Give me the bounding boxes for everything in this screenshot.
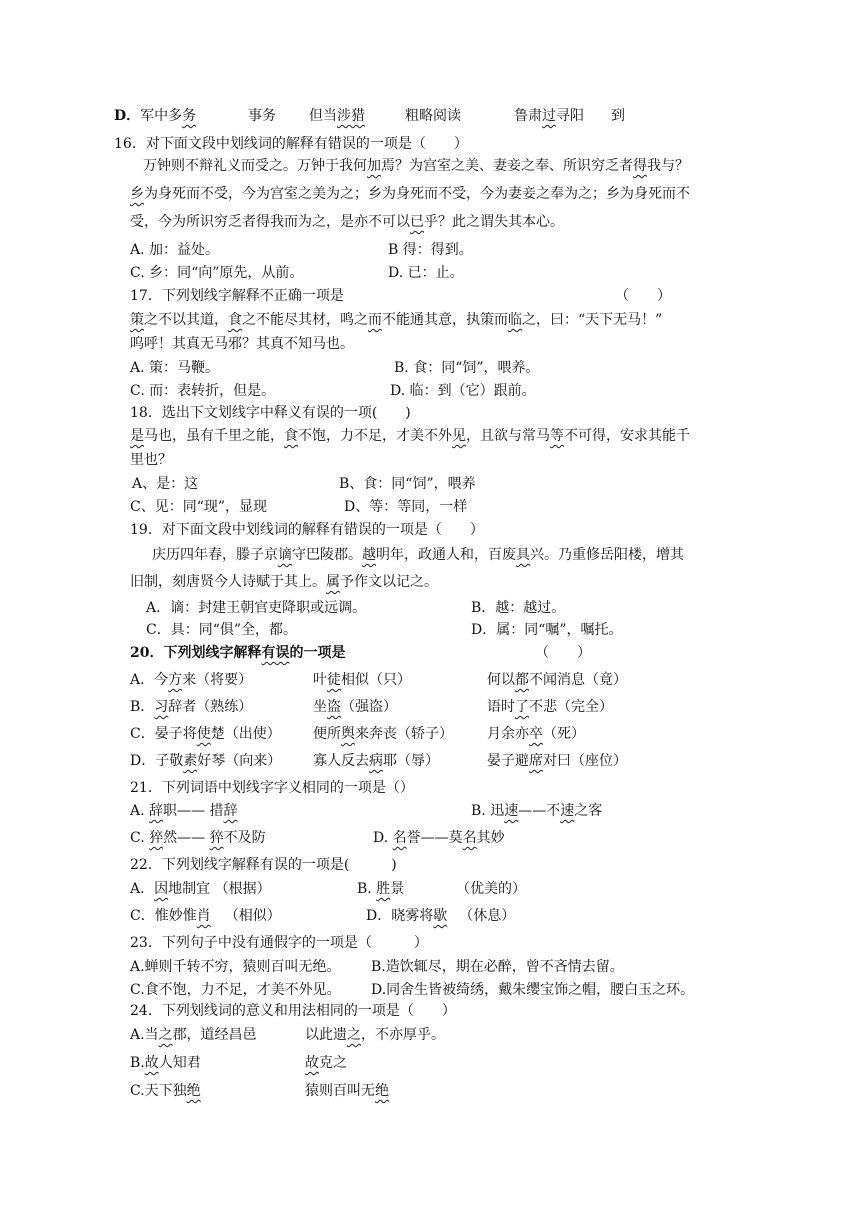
text-segment: 之客 <box>574 803 603 819</box>
text-segment: 焉？为宫室之美、妻妾之奉、所识穷乏者 <box>381 158 633 174</box>
text-segment: 兴。乃重修岳阳楼，增其 <box>530 547 684 563</box>
underlined-word: 故 <box>144 1055 159 1071</box>
underlined-word: 过 <box>542 108 556 124</box>
q16-passage-line-3 <box>130 212 564 232</box>
q20-row-d-item-1 <box>130 751 281 771</box>
q17-option-b: B. 食：同“饲”，喂养。 <box>394 360 540 376</box>
text-segment: （强盗） <box>341 699 397 715</box>
underlined-word: 速 <box>560 803 575 819</box>
text-segment: 20．下列划线字解释 <box>130 645 262 661</box>
underlined-word: 辞 <box>223 803 238 819</box>
q20-row-a-item-1 <box>130 670 252 690</box>
text-segment: 马也，虽有千里之能， <box>144 428 284 444</box>
text-segment: 不及防 <box>223 830 266 846</box>
text-segment: 对曰（座位） <box>543 753 627 769</box>
q20-row-d-item-2 <box>313 751 439 771</box>
question-19-stem: 19．对下面文段中划线词的解释有错误的一项是（ ） <box>130 522 484 538</box>
text-segment: 相似（只） <box>341 672 411 688</box>
text-segment: 之不以其道， <box>144 312 228 328</box>
text-segment: 之不能尽其材，鸣之 <box>242 312 368 328</box>
text-segment: 人知君 <box>158 1055 201 1071</box>
text-segment: B. 迅 <box>471 803 505 819</box>
q19-option-c: C．具：同“俱”全，都。 <box>146 622 298 638</box>
underlined-word: 务 <box>182 108 197 124</box>
question-22-stem: 22．下列划线字解释有误的一项是( ) <box>130 857 397 873</box>
option-label: D． <box>114 108 141 124</box>
text-segment: 军中多 <box>140 108 183 124</box>
q20-row-b-item-3 <box>487 697 613 717</box>
text-segment: C. <box>130 830 150 846</box>
underlined-word: 方 <box>168 672 183 688</box>
text-segment: C．晏子将 <box>130 726 197 742</box>
text-segment: （休息） <box>459 908 516 924</box>
question-16-stem: 16．对下面文段中划线词的解释有错误的一项是（ ） <box>114 136 468 152</box>
text-segment: 受，今为所识穷乏者得我而为之，是亦不可以 <box>130 214 410 230</box>
text-segment: D. <box>373 830 393 846</box>
text-segment: 乎？此之谓失其本心。 <box>424 214 564 230</box>
underlined-word: 乡 <box>130 186 144 202</box>
underlined-word: 谪 <box>278 547 292 563</box>
text-segment: 守巴陵郡。 <box>292 547 362 563</box>
text-segment: 不闻消息（竟） <box>529 672 627 688</box>
q24-option-a-left <box>130 1025 257 1045</box>
q24-option-c-left <box>130 1081 201 1101</box>
underlined-word: 使 <box>196 726 211 742</box>
text-segment: 鲁肃 <box>514 108 542 124</box>
text-segment: ，不亦厚乎。 <box>361 1027 445 1043</box>
text-segment: 坐 <box>313 699 327 715</box>
underlined-word: 越 <box>362 547 376 563</box>
underlined-word: 因 <box>154 881 169 897</box>
text-segment: C．惟妙惟 <box>130 908 197 924</box>
underlined-word: 见 <box>452 428 466 444</box>
q21-option-b <box>471 801 602 821</box>
q18-option-b: B、食：同“饲”，喂养 <box>339 476 476 492</box>
text-segment: 万钟则不辩礼义而受之。万钟于我何 <box>143 158 367 174</box>
text-segment: 辞者（熟练） <box>168 699 253 715</box>
underlined-word: 盗 <box>327 699 341 715</box>
q20-row-a-item-2 <box>313 670 411 690</box>
text-segment: A． <box>130 881 155 897</box>
text-segment: 猿则百叫无 <box>305 1083 375 1099</box>
text-segment: B. <box>130 1055 145 1071</box>
text-segment: B． <box>130 699 155 715</box>
text-segment: 但当 <box>309 108 337 124</box>
underlined-word: 绝 <box>375 1083 389 1099</box>
text-segment: 不能通其意，执策而 <box>382 312 508 328</box>
underlined-word: 而 <box>368 312 382 328</box>
q24-option-b-left <box>130 1053 201 1073</box>
underlined-word: 胜 <box>376 881 391 897</box>
underlined-word: 习 <box>154 699 169 715</box>
text-segment: 予作文以记之。 <box>340 574 438 590</box>
underlined-word: 徒 <box>327 672 341 688</box>
text-segment: 明年，政通人和，百废 <box>376 547 516 563</box>
text-segment: 誉——莫 <box>406 830 463 846</box>
q19-option-b: B．越：越过。 <box>471 600 566 616</box>
text-segment: 寻阳 <box>556 108 584 124</box>
underlined-word: 故 <box>305 1055 319 1071</box>
text-segment: 好琴（向来） <box>197 753 282 769</box>
q17-option-c: C. 而：表转折，但是。 <box>130 383 276 399</box>
text-segment: 职—— 措 <box>163 803 224 819</box>
q21-option-a <box>130 801 237 821</box>
q22-option-c <box>130 906 281 926</box>
q20-row-a-item-3 <box>487 670 627 690</box>
text-segment: 地制宜 （根据） <box>168 881 271 897</box>
underlined-word: 舆 <box>341 726 355 742</box>
underlined-word: 素 <box>183 753 198 769</box>
q18-option-d: D、等：等同，一样 <box>344 499 468 515</box>
underlined-word: 之 <box>347 1027 361 1043</box>
q23-option-d: D.同舍生皆被绮绣，戴朱缨宝饰之帽，腰白玉之环。 <box>371 982 695 998</box>
text-segment: 其妙 <box>476 830 505 846</box>
q17-option-a: A. 策：马鞭。 <box>130 360 220 376</box>
q22-option-b-gloss: （优美的） <box>456 881 526 897</box>
text-segment: 之，曰：“天下无马！” <box>522 312 663 328</box>
q24-option-c-right <box>305 1081 389 1101</box>
text-segment: 庆历四年春，滕子京 <box>152 547 278 563</box>
underlined-word: 猝 <box>209 830 224 846</box>
underlined-word: 席 <box>529 753 543 769</box>
q21-option-d <box>373 828 505 848</box>
question-18-stem: 18．选出下文划线字中释义有误的一项( ) <box>130 405 411 421</box>
q24-option-a-right <box>305 1025 445 1045</box>
underlined-word: 卒 <box>529 726 543 742</box>
underlined-word: 具 <box>516 547 530 563</box>
q15-gloss: 到 <box>611 108 625 124</box>
question-17-stem: 17．下列划线字解释不正确一项是 <box>130 288 344 304</box>
text-segment: 克之 <box>319 1055 347 1071</box>
underlined-word: 等 <box>550 428 564 444</box>
q20-row-b-item-2 <box>313 697 397 717</box>
text-segment: B. <box>357 881 377 897</box>
q19-passage-line-1 <box>152 545 684 565</box>
q17-passage-line-2: 呜呼！其真无马邪？其真不知马也。 <box>130 336 354 352</box>
underlined-word: 病 <box>369 753 383 769</box>
q18-passage-line-1 <box>130 426 690 446</box>
underlined-word: 涉猎 <box>337 108 365 124</box>
q20-row-c-item-3 <box>487 724 585 744</box>
underlined-word: 已 <box>410 214 424 230</box>
q19-passage-line-2 <box>130 572 438 592</box>
text-segment: 不饱，力不足，才美不外 <box>298 428 452 444</box>
q19-option-a: A．谪：封建王朝官吏降职或远调。 <box>146 600 367 616</box>
underlined-word: 策 <box>130 312 144 328</box>
q16-option-d: D. 已：止。 <box>388 265 464 281</box>
q17-option-d: D. 临：到（它）跟前。 <box>390 383 536 399</box>
q16-option-a: A. 加：益处。 <box>130 242 220 258</box>
text-segment: 耶（辱） <box>383 753 439 769</box>
q22-option-a <box>130 879 271 899</box>
q22-option-d <box>366 906 515 926</box>
text-segment: A. <box>130 803 150 819</box>
text-segment: 来（将要） <box>182 672 253 688</box>
q17-passage-line-1 <box>130 310 662 330</box>
underlined-word: 名 <box>462 830 477 846</box>
text-segment: 郡，道经昌邑 <box>172 1027 257 1043</box>
text-segment: 然—— <box>163 830 210 846</box>
text-segment: 月余亦 <box>487 726 529 742</box>
question-23-stem: 23．下列句子中没有通假字的一项是（ ） <box>130 935 428 951</box>
q20-row-b-item-1 <box>130 697 252 717</box>
text-segment: 何以 <box>487 672 515 688</box>
underlined-word: 名 <box>392 830 407 846</box>
text-segment: 晏子避 <box>487 753 529 769</box>
answer-blank: （ ） <box>535 645 591 661</box>
q23-option-c: C.食不饱，力不足，才美不外见。 <box>130 982 341 998</box>
text-segment: A．今 <box>130 672 169 688</box>
text-segment: 语时 <box>487 699 515 715</box>
underlined-word: 绝 <box>186 1083 201 1099</box>
text-segment: C.天下独 <box>130 1083 187 1099</box>
q18-passage-line-2: 里也？ <box>130 452 172 468</box>
underlined-word: 食 <box>284 428 298 444</box>
q16-option-c: C. 乡：同“向”原先，从前。 <box>130 265 304 281</box>
text-segment: 便所 <box>313 726 341 742</box>
q18-option-a: A、是：这 <box>132 476 199 492</box>
underlined-word: 属 <box>326 574 340 590</box>
q15-gloss: 事务 <box>248 108 276 124</box>
underlined-word: 猝 <box>149 830 164 846</box>
q18-option-c: C、见：同“现”，显现 <box>130 499 268 515</box>
underlined-word: 了 <box>515 699 529 715</box>
q20-row-c-item-1 <box>130 724 281 744</box>
underlined-word: 加 <box>367 158 381 174</box>
underlined-word: 有误 <box>261 645 290 661</box>
text-segment: ——不 <box>518 803 561 819</box>
question-20-stem <box>130 643 345 663</box>
text-segment: 为身死而不受，今为宫室之美为之；乡为身死而不受，今为妻妾之奉为之；乡为身死而不 <box>144 186 690 202</box>
text-segment: 叶 <box>313 672 327 688</box>
q21-option-c <box>130 828 266 848</box>
answer-blank: （ ） <box>615 288 671 304</box>
text-segment: 寡人反去 <box>313 753 369 769</box>
q15-item <box>309 106 365 126</box>
q20-row-d-item-3 <box>487 751 627 771</box>
q15-item <box>514 106 584 126</box>
text-segment: D．子敬 <box>130 753 184 769</box>
text-segment: 不悲（完全） <box>529 699 613 715</box>
text-segment: 来奔丧（轿子） <box>355 726 453 742</box>
q24-option-b-right <box>305 1053 347 1073</box>
underlined-word: 之 <box>158 1027 173 1043</box>
question-24-stem: 24．下列划线词的意义和用法相同的一项是（ ） <box>130 1003 456 1019</box>
q20-row-c-item-2 <box>313 724 453 744</box>
underlined-word: 肖 <box>196 908 211 924</box>
text-segment: 以此遗 <box>305 1027 347 1043</box>
underlined-word: 歇 <box>433 908 448 924</box>
underlined-word: 得 <box>633 158 647 174</box>
underlined-word: 临 <box>508 312 522 328</box>
text-segment: 不可得，安求其能千 <box>564 428 690 444</box>
text-segment: （死） <box>543 726 585 742</box>
text-segment: （相似） <box>224 908 281 924</box>
text-segment: 景 <box>390 881 405 897</box>
underlined-word: 速 <box>504 803 519 819</box>
text-segment: 旧制，刻唐贤今人诗赋于其上。 <box>130 574 326 590</box>
underlined-word: 辞 <box>149 803 164 819</box>
underlined-word: 食 <box>228 312 242 328</box>
text-segment: 我与？ <box>647 158 689 174</box>
q22-option-b <box>357 879 404 899</box>
text-segment: ，且欲与常马 <box>466 428 550 444</box>
text-segment: 楚（出使） <box>210 726 281 742</box>
text-segment: A.当 <box>130 1027 159 1043</box>
q15-option-d <box>114 106 196 126</box>
text-segment: D．晓雾将 <box>366 908 434 924</box>
q15-gloss: 粗略阅读 <box>405 108 461 124</box>
q16-passage-line-1 <box>143 156 689 176</box>
question-21-stem: 21．下列词语中划线字字义相同的一项是（） <box>130 780 414 796</box>
underlined-word: 都 <box>515 672 529 688</box>
q16-passage-line-2 <box>130 184 690 204</box>
q23-option-b: B.造饮辄尽，期在必醉，曾不吝情去留。 <box>371 959 624 975</box>
q23-option-a: A.蝉则千转不穷，猿则百叫无绝。 <box>130 959 341 975</box>
q19-option-d: D．属：同“嘱”，嘱托。 <box>471 622 623 638</box>
underlined-word: 是 <box>130 428 144 444</box>
text-segment: 的一项是 <box>289 645 346 661</box>
q16-option-b: B 得：得到。 <box>388 242 473 258</box>
